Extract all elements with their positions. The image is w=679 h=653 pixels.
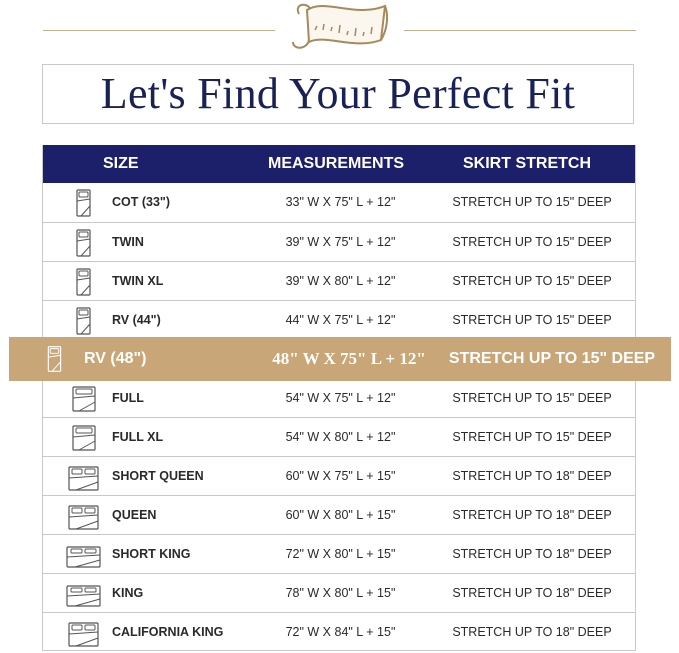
king-bed-icon [65,578,101,610]
row-size: CALIFORNIA KING [112,625,224,639]
single-bed-icon [65,305,101,337]
double-bed-icon [65,500,101,532]
single-bed-icon [37,342,71,376]
single-bed-icon [65,227,101,259]
row-size: FULL XL [112,430,164,444]
table-row [43,417,635,456]
row-skirt-stretch: STRETCH UP TO 15" DEEP [452,430,612,444]
table-header [43,145,635,183]
single-bed-icon [65,266,101,298]
full-bed-icon [65,383,101,415]
row-skirt-stretch: STRETCH UP TO 15" DEEP [452,235,612,249]
table-row [43,456,635,495]
row-measurements: 60" W X 80" L + 15" [285,508,396,522]
table-row [43,378,635,417]
table-row [43,261,635,300]
row-size: RV (44") [112,313,161,327]
decorative-rule-right [404,30,636,31]
row-measurements: 72" W X 84" L + 15" [285,625,396,639]
size-chart-table [42,145,636,651]
row-size: COT (33") [112,195,171,209]
header-size: SIZE [103,155,139,172]
row-measurements: 48" W X 75" L + 12" [272,349,426,368]
row-size: RV (48") [84,350,147,367]
table-row [43,612,635,651]
table-row [43,222,635,261]
row-skirt-stretch: STRETCH UP TO 15" DEEP [448,350,656,367]
row-measurements: 54" W X 75" L + 12" [285,391,396,405]
row-skirt-stretch: STRETCH UP TO 18" DEEP [452,586,612,600]
row-measurements: 39" W X 75" L + 12" [285,235,396,249]
row-measurements: 44" W X 75" L + 12" [285,313,396,327]
single-bed-icon [65,187,101,219]
double-bed-icon [65,461,101,493]
row-skirt-stretch: STRETCH UP TO 15" DEEP [452,274,612,288]
row-size: KING [112,586,144,600]
measuring-tape-icon [285,0,393,54]
decorative-rule-left [43,30,275,31]
row-measurements: 33" W X 75" L + 12" [285,195,396,209]
page-title: Let's Find Your Perfect Fit [100,69,576,118]
row-skirt-stretch: STRETCH UP TO 18" DEEP [452,547,612,561]
row-measurements: 78" W X 80" L + 15" [285,586,396,600]
row-size: SHORT QUEEN [112,469,204,483]
row-size: FULL [112,391,144,405]
highlighted-row [9,337,671,381]
table-row [43,300,635,339]
row-size: TWIN [112,235,144,249]
row-measurements: 60" W X 75" L + 15" [285,469,396,483]
full-bed-icon [65,422,101,454]
row-size: TWIN XL [112,274,164,288]
row-skirt-stretch: STRETCH UP TO 15" DEEP [452,195,612,209]
row-skirt-stretch: STRETCH UP TO 15" DEEP [452,391,612,405]
king-bed-icon [65,539,101,571]
double-bed-icon [65,617,101,649]
header-skirt-stretch: SKIRT STRETCH [463,155,591,172]
row-skirt-stretch: STRETCH UP TO 18" DEEP [452,625,612,639]
row-size: QUEEN [112,508,157,522]
title-box [42,64,634,124]
table-body [43,183,635,651]
row-skirt-stretch: STRETCH UP TO 15" DEEP [452,313,612,327]
header-measurements: MEASUREMENTS [268,155,405,172]
row-skirt-stretch: STRETCH UP TO 18" DEEP [452,469,612,483]
row-measurements: 54" W X 80" L + 12" [285,430,396,444]
row-measurements: 72" W X 80" L + 15" [285,547,396,561]
row-skirt-stretch: STRETCH UP TO 18" DEEP [452,508,612,522]
table-row [43,495,635,534]
row-measurements: 39" W X 80" L + 12" [285,274,396,288]
table-row [43,573,635,612]
table-row [43,534,635,573]
table-row [43,183,635,222]
row-size: SHORT KING [112,547,191,561]
